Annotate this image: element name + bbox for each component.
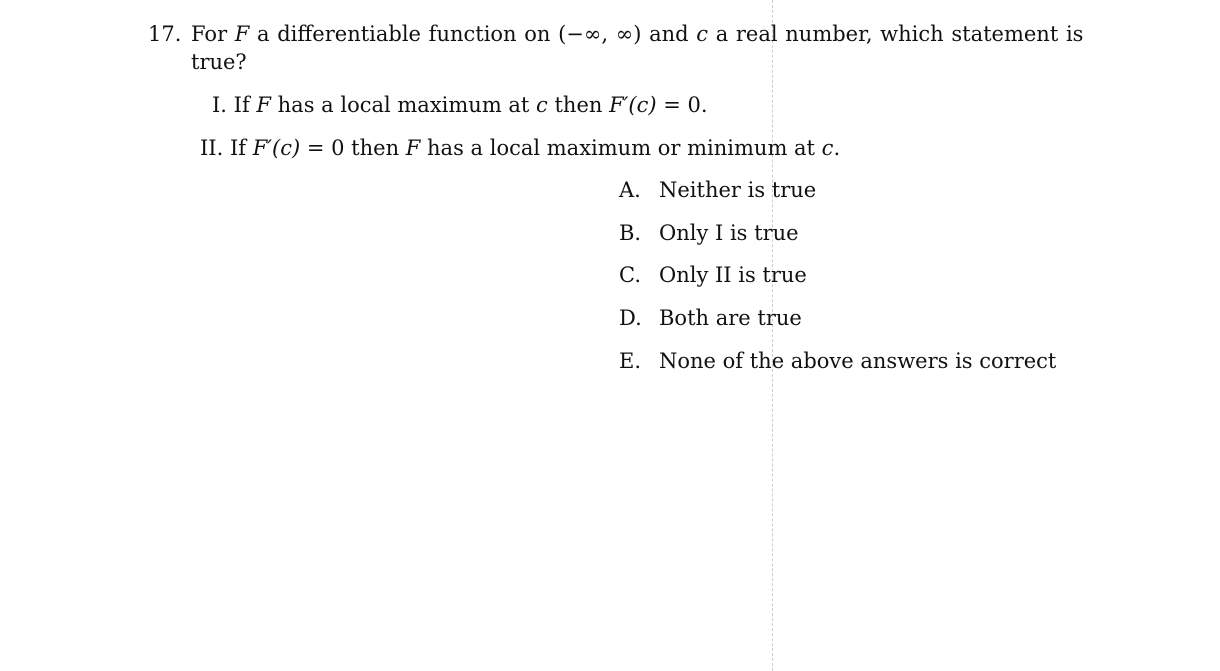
statement-math: F (256, 93, 271, 117)
statement-math: F′(c) (609, 93, 657, 117)
statement-math: c (821, 136, 834, 160)
statement-text: has a local maximum at (270, 93, 537, 117)
scan-artifact-line (772, 0, 773, 671)
choice-text: None of the above answers is correct (659, 349, 1057, 373)
choice-letter: A. (619, 178, 641, 202)
answer-choice-b[interactable] (619, 219, 799, 247)
answer-choice-c[interactable] (619, 261, 807, 289)
stem-var-f: F (234, 22, 250, 46)
question-number: 17. (148, 22, 182, 46)
answer-choice-d[interactable] (619, 304, 802, 332)
question-stem (191, 20, 1086, 76)
statement-i (212, 91, 708, 119)
answer-choice-e[interactable] (619, 347, 1056, 375)
choice-text: Both are true (659, 306, 802, 330)
statement-text: If (223, 136, 253, 160)
statement-math: F′(c) (252, 136, 301, 160)
choice-letter: D. (619, 306, 642, 330)
answer-choice-a[interactable] (619, 176, 816, 204)
stem-var-c: c (696, 22, 709, 46)
choice-text: Only II is true (659, 263, 807, 287)
statement-text: If (226, 93, 257, 117)
statement-numeral: I. (212, 93, 227, 117)
statement-math: c (536, 93, 548, 117)
statement-text: then (547, 93, 610, 117)
statement-text: = 0. (656, 93, 708, 117)
choice-letter: B. (619, 221, 642, 245)
statement-text: . (833, 136, 841, 160)
statement-ii (200, 134, 840, 162)
statement-math: F (405, 136, 421, 160)
stem-text-3: a real number, which statement is true? (191, 22, 1084, 74)
statement-text: = 0 then (300, 136, 406, 160)
stem-text-2: a differentiable function on (−∞, ∞) and (249, 22, 697, 46)
statement-numeral: II. (200, 136, 224, 160)
statement-text: has a local maximum or minimum at (420, 136, 822, 160)
stem-text-1: For (191, 22, 235, 46)
choice-letter: C. (619, 263, 641, 287)
choice-text: Neither is true (659, 178, 817, 202)
choice-letter: E. (619, 349, 642, 373)
choice-text: Only I is true (659, 221, 799, 245)
